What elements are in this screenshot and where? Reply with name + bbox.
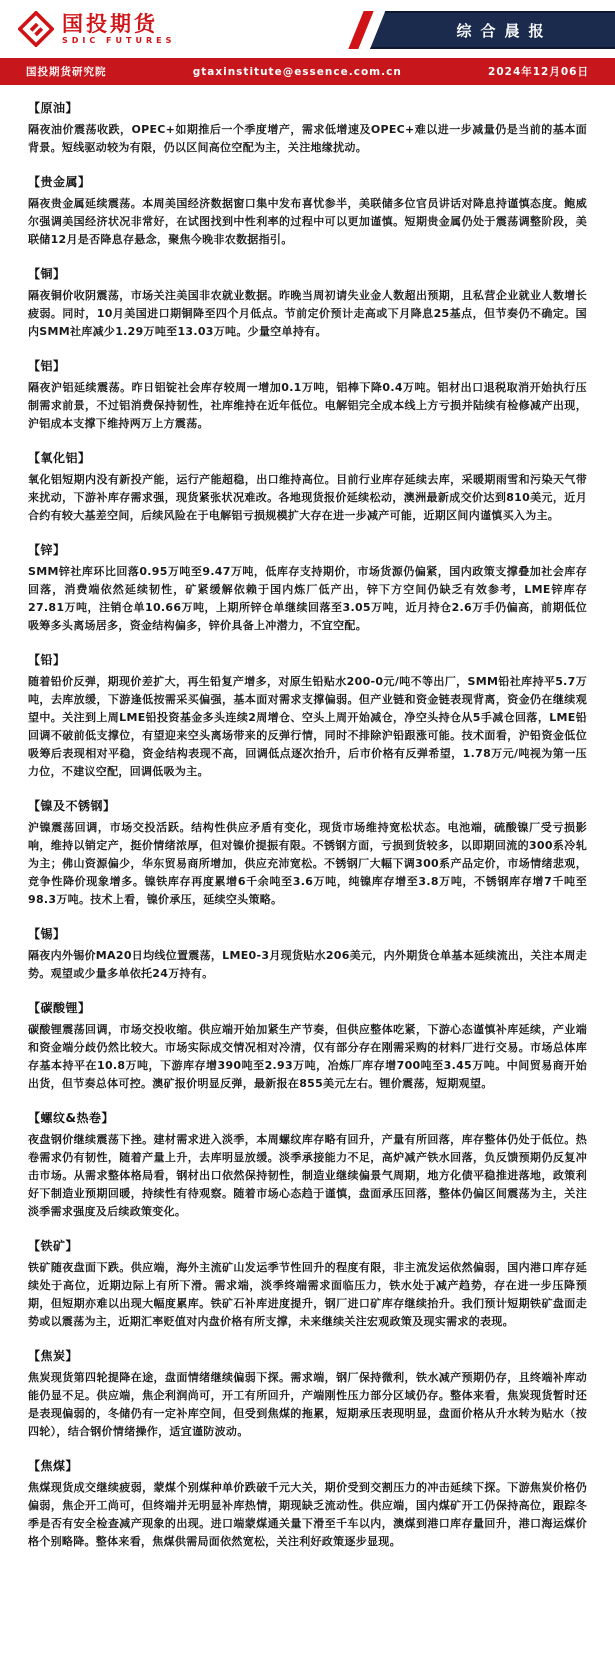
section-rebar-hrc — [28, 1109, 587, 1221]
section-nickel-stainless — [28, 797, 587, 909]
brand-name: 国投期货 — [62, 11, 158, 36]
report-type-label: 综合晨报 — [456, 21, 553, 40]
brand-subtitle: SDIC FUTURES — [62, 35, 176, 45]
section-title: 【贵金属】 — [28, 175, 91, 189]
report-date: 2024年12月06日 — [488, 66, 589, 78]
section-coking-coal — [28, 1457, 587, 1551]
section-coke — [28, 1347, 587, 1441]
banner-stripe — [348, 11, 373, 49]
section-body: 焦炭现货第四轮提降在途，盘面情绪继续偏弱下探。需求端，钢厂保持微利，铁水减产预期仍存，且终端补库动能仍显不足。供应端，焦企利润尚可，开工有所回升，产端刚性压力部分区域仍存。整体来看，焦炭现货暂时还是表现偏弱的，冬储仍有一定补库空间，但受到焦煤的拖累，短期承压表现明显，盘面价格从升水转为贴水（按四轮），结合钢价情绪操作，适宜谨防波动。 — [28, 1371, 587, 1438]
brand — [18, 11, 175, 47]
report-content — [0, 85, 615, 1551]
section-body: 隔夜内外锡价MA20日均线位置震荡，LME0-3月现货贴水206美元，内外期货仓单基本延续流出，关注本周走势。观望或少量多单依托24万持有。 — [28, 949, 587, 980]
section-alumina — [28, 449, 587, 525]
sdic-logo-icon — [18, 11, 54, 47]
section-body: 隔夜贵金属延续震荡。本周美国经济数据窗口集中发布喜忧参半，美联储多位官员讲话对降息持谨慎态度。鲍威尔强调美国经济状况非常好，在试图找到中性利率的过程中可以更加谨慎。短期贵金属仍处于震荡调整阶段，美联储12月是否降息存悬念，聚焦今晚非农数据指引。 — [28, 197, 587, 246]
section-iron-ore — [28, 1237, 587, 1331]
section-body: 焦煤现货成交继续疲弱，蒙煤个别煤种单价跌破千元大关，期价受到交割压力的冲击延续下探。下游焦炭价格仍偏弱，焦企开工尚可，但终端并无明显补库热情，期现缺乏流动性。供应端，国内煤矿开工仍保持高位，跟踪冬季是否有安全检查减产现象的出现。进口端蒙煤通关量下滑至千车以内，澳煤到港口库存量回升，港口海运煤价格个别略降。整体来看，焦煤供需局面依然宽松，关注利好政策逐步显现。 — [28, 1481, 587, 1548]
section-lithium-carbonate — [28, 999, 587, 1093]
section-title: 【铝】 — [28, 359, 66, 373]
section-title: 【原油】 — [28, 101, 79, 115]
section-lead — [28, 651, 587, 781]
section-aluminum — [28, 357, 587, 433]
section-body: 沪镍震荡回调，市场交投活跃。结构性供应矛盾有变化，现货市场维持宽松状态。电池端，硫酸镍厂受亏损影响，维持以销定产，挺价情绪浓厚，但对镍价提振有限。不锈钢方面，亏损到货较多，以即期回流的300系冷轧为主；佛山资源偏少，华东贸易商所增加，供应充沛宽松。不锈钢厂大幅下调300系产品定价，市场情绪悲观，竞争性降价现象增多。镍铁库存再度累增6千余吨至3.6万吨，纯镍库存增至3.8万吨，不锈钢库存增7千吨至98.3万吨。技术上看，镍价承压，延续空头策略。 — [28, 821, 587, 906]
section-title: 【碳酸锂】 — [28, 1001, 91, 1015]
section-title: 【螺纹&热卷】 — [28, 1111, 114, 1125]
header-info-bar — [0, 58, 615, 85]
section-title: 【镍及不锈钢】 — [28, 799, 116, 813]
section-title: 【锌】 — [28, 543, 66, 557]
section-title: 【铁矿】 — [28, 1239, 79, 1253]
header — [0, 0, 615, 58]
brand-text — [62, 13, 175, 45]
section-title: 【铜】 — [28, 267, 66, 281]
section-precious-metals — [28, 173, 587, 249]
section-body: 氧化铝短期内没有新投产能，运行产能超稳，出口维持高位。目前行业库存延续去库，采暖期雨雪和污染天气带来扰动，下游补库存需求强，现货紧张状况难改。各地现货报价延续松动，澳洲最新成交价达到810美元，近月合约有较大基差空间，后续风险在于电解铝亏损规模扩大存在进一步减产可能，近期区间内谨慎买入为主。 — [28, 473, 587, 522]
section-body: 碳酸锂震荡回调，市场交投收缩。供应端开始加紧生产节奏，但供应整体吃紧，下游心态谨慎补库延续，产业端和资金端分歧仍然比较大。市场实际成交情况相对冷清，仅有部分存在刚需采购的材料厂进行交易。市场总体库存基本持平在10.8万吨，下游库存增390吨至2.93万吨，冶炼厂库存增700吨至3.45万吨。中间贸易商开始出货，但节奏总体可控。澳矿报价明显反弹，最新报在855美元左右。锂价震荡，短期观望。 — [28, 1023, 587, 1090]
section-copper — [28, 265, 587, 341]
section-body: 随着铅价反弹，期现价差扩大，再生铅复产增多，对原生铅贴水200-0元/吨不等出厂，SMM铅社库持平5.7万吨，去库放缓，下游逢低按需采买偏强，基本面对需求支撑偏弱。但产业链和资金链表现背离，资金仍在继续观望中。关注到上周LME铅投资基金多头连续2周增仓、空头上周开始减仓，净空头持仓从5手减仓回落，LME铅回调不破前低支撑位，有望迎来空头离场带来的反弹行情，同时不排除沪铅跟涨可能。技术面看，沪铅资金低位吸筹后表现相对平稳，资金结构表现不高，回调低点逐次抬升，后市价格有反弹希望，1.78万元/吨视为第一压力位，不建议空配，回调低吸为主。 — [28, 675, 587, 778]
contact-email: gtaxinstitute@essence.com.cn — [192, 65, 402, 78]
section-body: 隔夜铜价收阴震荡，市场关注美国非农就业数据。昨晚当周初请失业金人数超出预期，且私营企业就业人数增长疲弱。同时，10月美国进口期铜降至四个月低点。节前定价预计走高或下月降息25基点，但节奏仍不确定。国内SMM社库减少1.29万吨至13.03万吨。少量空单持有。 — [28, 289, 587, 338]
section-tin — [28, 925, 587, 983]
report-type-banner — [370, 11, 615, 49]
section-title: 【锡】 — [28, 927, 66, 941]
section-body: 隔夜油价震荡收跌，OPEC+如期推后一个季度增产，需求低增速及OPEC+难以进一步减量仍是当前的基本面背景。短线驱动较为有限，仍以区间高位空配为主，关注地缘扰动。 — [28, 123, 587, 154]
section-title: 【焦炭】 — [28, 1349, 79, 1363]
report-type-box — [370, 11, 615, 49]
section-body: 铁矿随夜盘面下跌。供应端，海外主流矿山发运季节性回升的程度有限，非主流发运依然偏弱，国内港口库存延续处于高位，近期边际上有所下滑。需求端，淡季终端需求面临压力，铁水处于减产趋势，存在进一步压降预期，但短期亦难以出现大幅度累库。铁矿石补库进度提升，钢厂进口矿库存继续抬升。我们预计短期铁矿盘面走势或以震荡为主，近期汇率贬值对内盘价格有所支撑，未来继续关注宏观政策及现实需求的表现。 — [28, 1261, 587, 1328]
section-body: 夜盘钢价继续震荡下挫。建材需求进入淡季，本周螺纹库存略有回升，产量有所回落，库存整体仍处于低位。热卷需求仍有韧性，随着产量上升，去库明显放缓。淡季承接能力不足，高炉减产铁水回落，负反馈预期仍反复冲击市场。从需求整体格局看，钢材出口依然保持韧性，制造业继续偏景气周期，地方化债平稳推进落地，政策利好下制造业预期回暖，持续性有待观察。随着市场心态趋于谨慎，盘面承压回落，整体仍偏区间震荡为主，关注淡季需求强度及后续政策变化。 — [28, 1133, 587, 1218]
section-title: 【氧化铝】 — [28, 451, 91, 465]
section-zinc — [28, 541, 587, 635]
institute-name: 国投期货研究院 — [26, 66, 107, 78]
section-body: SMM锌社库环比回落0.95万吨至9.47万吨，低库存支持期价，市场货源仍偏紧，国内政策支撑叠加社会库存回落，消费端依然延续韧性，矿紧缓解依赖于国内炼厂低产出，锌下方空间仍缺乏有效参考，LME锌库存27.81万吨，注销仓单10.66万吨，上期所锌仓单继续回落至3.05万吨，近月持仓2.6万手仍偏高，前期低位吸筹多头离场居多，资金结构偏多，锌价具备上冲潜力，不宜空配。 — [28, 565, 587, 632]
section-body: 隔夜沪铝延续震荡。昨日铝锭社会库存较周一增加0.1万吨，铝棒下降0.4万吨。铝材出口退税取消开始执行压制需求前景，不过铝消费保持韧性，社库维持在近年低位。电解铝完全成本线上方亏损并陆续有检修减产出现，沪铝成本支撑下维持两万上方震荡。 — [28, 381, 587, 430]
section-title: 【铅】 — [28, 653, 66, 667]
section-crude-oil — [28, 99, 587, 157]
section-title: 【焦煤】 — [28, 1459, 79, 1473]
